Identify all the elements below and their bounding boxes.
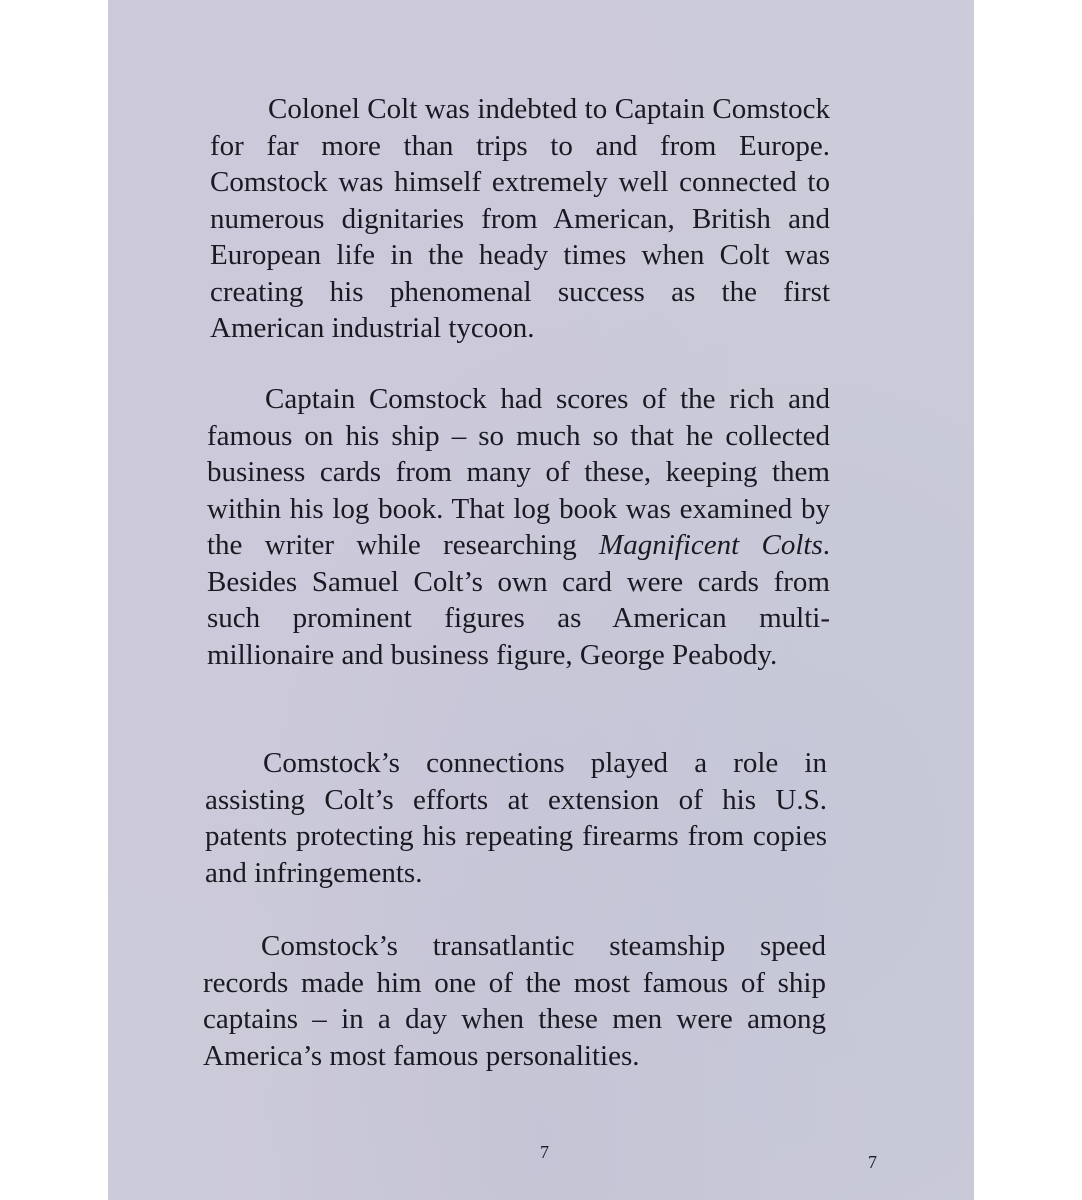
paragraph-captain-comstock-cards	[207, 381, 830, 673]
paragraph-2-text-end: . Besides Samuel Colt’s own card were cards from such prominent figures as American multi-millionaire and business figure, George Peabody.	[207, 529, 830, 671]
paragraph-colt-indebted: Colonel Colt was indebted to Captain Comstock for far more than trips to and from Europe. Comstock was himself extremely well connected to numerous dignitaries from American, British and European life in the heady times when Colt was creating his phenomenal success as the first American industrial tycoon.	[210, 93, 830, 344]
paragraph-transatlantic-records: Comstock’s transatlantic steamship speed records made him one of the most famous of ship captains – in a day when these men were among America’s most famous personalities.	[203, 930, 826, 1072]
paragraph-2-text-start: Captain Comstock had scores of the rich and famous on his ship – so much so that he collected business cards from many of these, keeping them within his log book. That log book was examined by the writer while researching	[207, 383, 830, 561]
book-title-magnificent-colts: Magnificent Colts	[599, 529, 823, 561]
corner-page-number: 7	[868, 1152, 877, 1172]
page-number: 7	[540, 1142, 549, 1162]
paragraph-comstock-connections: Comstock’s connections played a role in assisting Colt’s efforts at extension of his U.S. patents protecting his repeating firearms from copies and infringements.	[205, 747, 827, 889]
